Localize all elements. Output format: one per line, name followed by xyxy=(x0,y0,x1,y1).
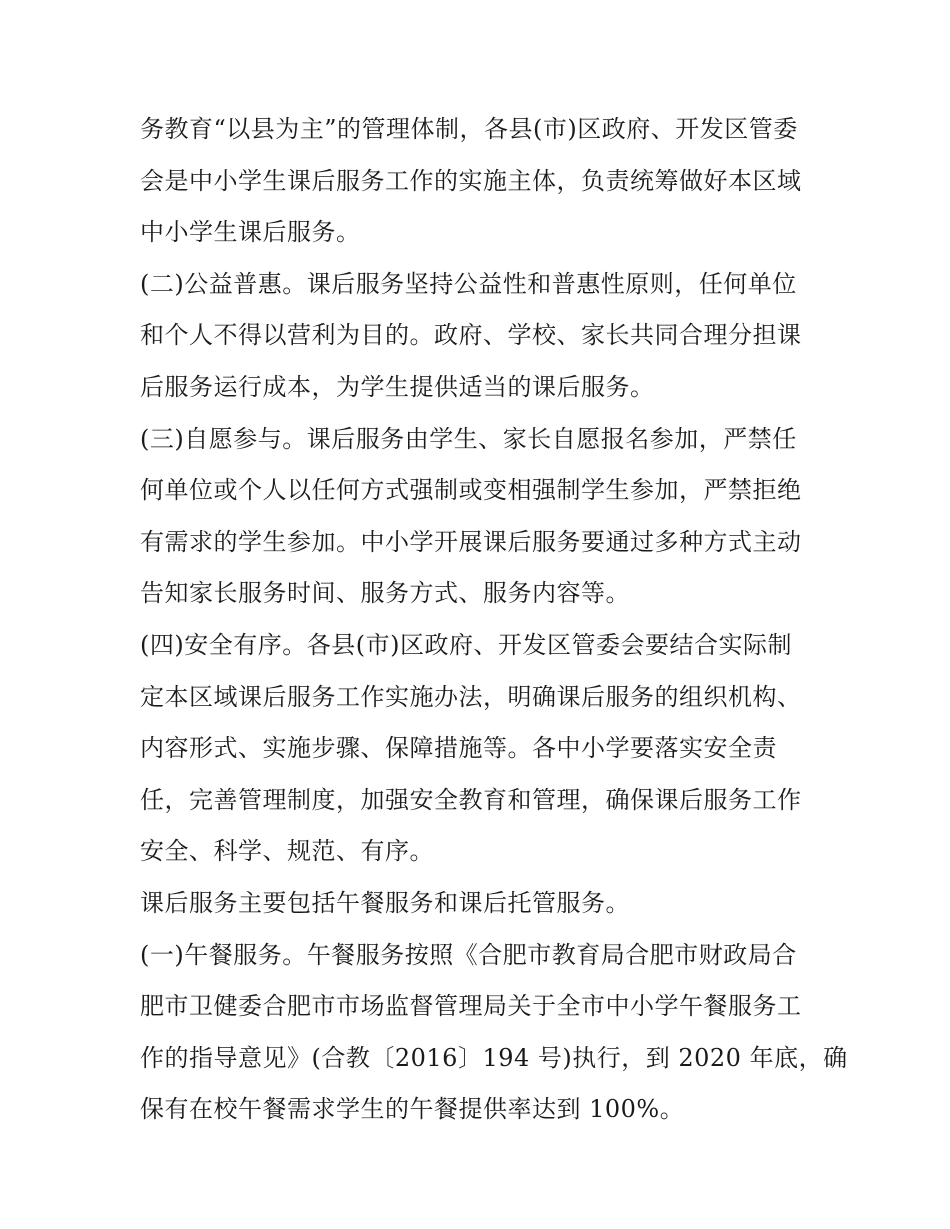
text-line: 中小学生课后服务。 xyxy=(140,218,361,247)
text-line: 会是中小学生课后服务工作的实施主体，负责统筹做好本区域 xyxy=(140,166,802,195)
text-line: (三)自愿参与。课后服务由学生、家长自愿报名参加，严禁任 xyxy=(140,424,797,453)
text-line: 告知家长服务时间、服务方式、服务内容等。 xyxy=(140,579,630,608)
text-line: (一)午餐服务。午餐服务按照《合肥市教育局合肥市财政局合 xyxy=(140,940,797,969)
document-body xyxy=(140,104,848,1136)
text-line: 任，完善管理制度，加强安全教育和管理，确保课后服务工作 xyxy=(140,785,802,814)
text-line: 和个人不得以营利为目的。政府、学校、家长共同合理分担课 xyxy=(140,321,802,350)
text-line: 定本区域课后服务工作实施办法，明确课后服务的组织机构、 xyxy=(140,682,802,711)
text-line: (二)公益普惠。课后服务坚持公益性和普惠性原则，任何单位 xyxy=(140,269,797,298)
text-line: 肥市卫健委合肥市市场监督管理局关于全市中小学午餐服务工 xyxy=(140,992,802,1021)
text-line: 安全、科学、规范、有序。 xyxy=(140,837,434,866)
text-line: 有需求的学生参加。中小学开展课后服务要通过多种方式主动 xyxy=(140,527,802,556)
text-line: 课后服务主要包括午餐服务和课后托管服务。 xyxy=(140,888,630,917)
text-line: 内容形式、实施步骤、保障措施等。各中小学要落实安全责 xyxy=(140,734,777,763)
text-line: 保有在校午餐需求学生的午餐提供率达到 100%。 xyxy=(140,1095,685,1124)
text-line: 后服务运行成本，为学生提供适当的课后服务。 xyxy=(140,372,655,401)
text-line: 何单位或个人以任何方式强制或变相强制学生参加，严禁拒绝 xyxy=(140,476,802,505)
text-line: (四)安全有序。各县(市)区政府、开发区管委会要结合实际制 xyxy=(140,630,792,659)
text-line: 作的指导意见》(合教〔2016〕194 号)执行，到 2020 年底，确 xyxy=(140,1043,848,1072)
text-line: 务教育“以县为主”的管理体制，各县(市)区政府、开发区管委 xyxy=(140,115,798,143)
